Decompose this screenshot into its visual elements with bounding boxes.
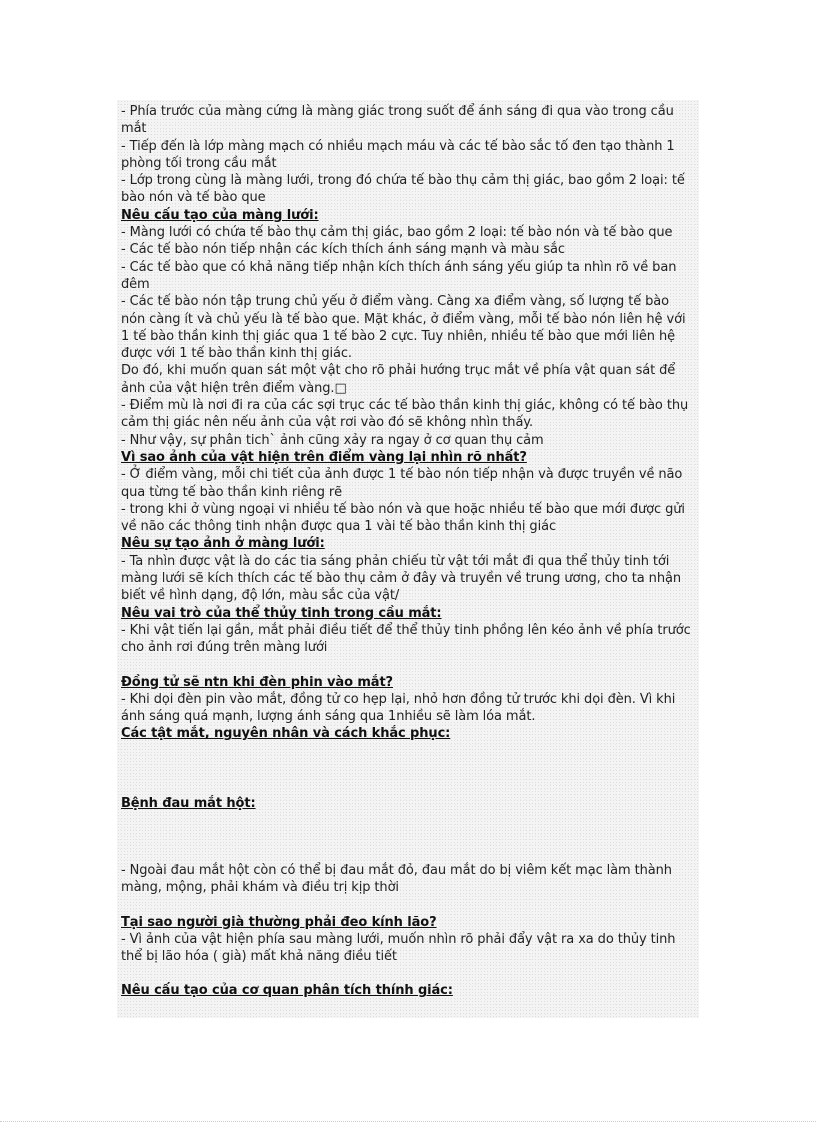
heading-retina-structure: Nêu cấu tạo của màng lưới:	[121, 207, 319, 223]
paragraph-lens-role: - Khi vật tiến lại gần, mắt phải điều tiết để thể thủy tinh phồng lên kéo ảnh về phía trước cho ảnh rơi đúng trên màng lưới	[121, 622, 691, 656]
paragraph-observation-text: Do đó, khi muốn quan sát một vật cho rõ phải hướng trục mắt về phía vật quan sát để ảnh của vật hiện trên điểm vàng.	[121, 363, 676, 396]
heading-reading-glasses: Tại sao người già thường phải đeo kính lão?	[121, 914, 437, 930]
paragraph-cone-cells: - Các tế bào nón tiếp nhận các kích thích ánh sáng mạnh và màu sắc	[121, 242, 565, 258]
heading-eye-defects: Các tật mắt, nguyên nhân và cách khắc phục:	[121, 726, 451, 742]
paragraph-observation	[121, 362, 697, 397]
paragraph-reading-glasses: - Vì ảnh của vật hiện phía sau màng lưới, muốn nhìn rõ phải đẩy vật ra xa do thủy tinh thể bị lão hóa ( già) mất khả năng điều tiết	[121, 931, 676, 965]
paragraph-pupil: - Khi dọi đèn pin vào mắt, đồng tử co hẹp lại, nhỏ hơn đồng tử trước khi dọi đèn. Vì khi ánh sáng quá mạnh, lượng ánh sáng qua 1nhiều sẽ làm lóa mắt.	[121, 691, 676, 725]
spacer	[121, 743, 697, 795]
paragraph-retina-layer: - Lớp trong cùng là màng lưới, trong đó chứa tế bào thụ cảm thị giác, bao gồm 2 loại: tế bào nón và tế bào que	[121, 173, 685, 206]
spacer	[121, 897, 697, 914]
spacer	[121, 812, 697, 862]
heading-pupil: Đồng tử sẽ ntn khi đèn phin vào mắt?	[121, 674, 393, 690]
paragraph-yellow-spot-answer: - Ở điểm vàng, mỗi chi tiết của ảnh được 1 tế bào nón tiếp nhận và được truyền về não qua từng tế bào thần kinh riêng rẽ	[121, 467, 683, 500]
paragraph-other-eye-diseases: - Ngoài đau mắt hột còn có thể bị đau mắt đỏ, đau mắt do bị viêm kết mạc làm thành màng, mộng, phải khám và điều trị kịp thời	[121, 862, 672, 896]
spacer	[121, 657, 697, 674]
paragraph-choroid: - Tiếp đến là lớp màng mạch có nhiều mạch máu và các tế bào sắc tố đen tạo thành 1 phòng tối trong cầu mắt	[121, 138, 675, 171]
heading-trachoma: Bệnh đau mắt hột:	[121, 795, 256, 811]
heading-image-formation: Nêu sự tạo ảnh ở màng lưới:	[121, 536, 325, 552]
paragraph-retina-cells: - Màng lưới có chứa tế bào thụ cảm thị giác, bao gồm 2 loại: tế bào nón và tế bào que	[121, 225, 673, 241]
paragraph-analysis: - Như vậy, sự phân tich` ảnh cũng xảy ra ngay ở cơ quan thụ cảm	[121, 432, 544, 448]
heading-auditory-analyzer: Nêu cấu tạo của cơ quan phân tích thính giác:	[121, 983, 453, 999]
paragraph-rod-cells: - Các tế bào que có khả năng tiếp nhận kích thích ánh sáng yếu giúp ta nhìn rõ về ban đêm	[121, 259, 677, 292]
heading-lens-role: Nêu vai trò của thể thủy tinh trong cầu mắt:	[121, 605, 442, 621]
replacement-glyph-icon: □	[334, 380, 347, 396]
paragraph-image-formation: - Ta nhìn được vật là do các tia sáng phản chiếu từ vật tới mắt đi qua thể thủy tinh tới màng lưới sẽ kích thích các tế bào thụ cảm ở đây và truyền về trung ương, cho ta nhận biết về hình dạng, độ lớn, màu sắc của vật/	[121, 553, 681, 604]
document-body	[121, 103, 697, 1000]
paragraph-blind-spot: - Điểm mù là nơi đi ra của các sợi trục các tế bào thần kinh thị giác, không có tế bào thụ cảm thị giác nên nếu ảnh của vật rơi vào đó sẽ không nhìn thấy.	[121, 398, 689, 431]
spacer	[121, 965, 697, 982]
paragraph-peripheral-answer: - trong khi ở vùng ngoại vi nhiều tế bào nón và que hoặc nhiều tế bào que mới được gửi về não các thông tinh nhận được qua 1 vài tế bào thần kinh thị giác	[121, 501, 685, 535]
paragraph-cornea: - Phía trước của màng cứng là màng giác trong suốt để ánh sáng đi qua vào trong cầu mắt	[121, 104, 674, 137]
heading-yellow-spot-question: Vì sao ảnh của vật hiện trên điểm vàng lại nhìn rõ nhất?	[121, 449, 527, 465]
paragraph-yellow-spot: - Các tế bào nón tập trung chủ yếu ở điểm vàng. Càng xa điểm vàng, số lượng tế bào nón càng ít và chủ yếu là tế bào que. Mặt khác, ở điểm vàng, mỗi tế bào nón liên hệ với 1 tế bào thần kinh thị giác qua 1 tế bào 2 cực. Tuy nhiên, nhiều tế bào que mới liên hệ được với 1 tế bào thần kinh thị giác.	[121, 294, 686, 362]
